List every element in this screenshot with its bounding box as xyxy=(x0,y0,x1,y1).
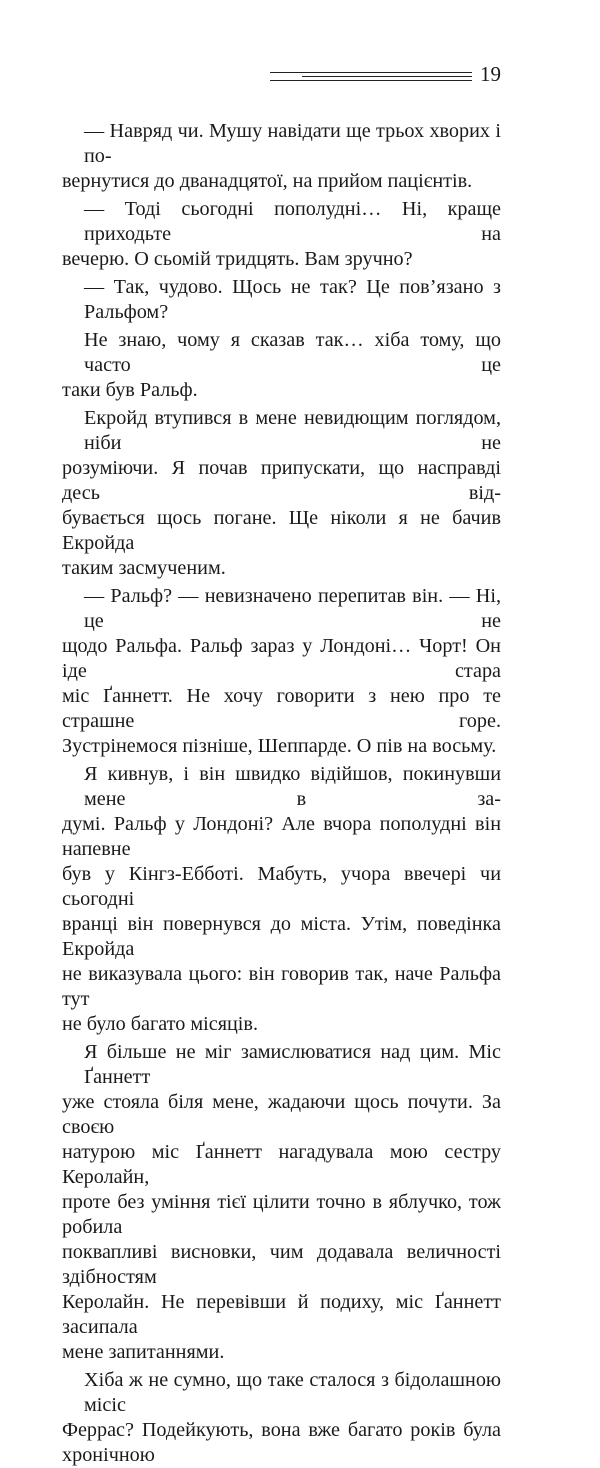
header-rule-middle xyxy=(302,76,472,77)
header-rule-bottom xyxy=(270,80,472,81)
text-line: поквапливі висновки, чим додавала величності здібностям xyxy=(62,1241,501,1288)
paragraph xyxy=(62,406,501,581)
text-line: розуміючи. Я почав припускати, що насправді десь від- xyxy=(62,457,501,504)
paragraph xyxy=(62,762,501,1037)
text-line: думі. Ральф у Лондоні? Але вчора пополудні він напевне xyxy=(62,813,501,860)
text-line: міс Ґаннетт. Не хочу говорити з нею про те страшне горе. xyxy=(62,685,501,732)
text-line: не виказувала цього: він говорив так, наче Ральфа тут xyxy=(62,963,501,1010)
header-rule-top xyxy=(270,72,472,73)
paragraph xyxy=(62,328,501,403)
text-line: Зустрінемося пізніше, Шеппарде. О пів на восьму. xyxy=(62,735,497,757)
text-line: вранці він повернувся до міста. Утім, поведінка Екройда xyxy=(62,913,501,960)
text-line: вернутися до дванадцятої, на прийом пацієнтів. xyxy=(62,170,473,192)
text-line: уже стояла біля мене, жадаючи щось почути. За своєю xyxy=(62,1091,501,1138)
text-line: — Тоді сьогодні пополудні… Ні, краще приходьте на xyxy=(84,198,501,245)
text-line: — Ральф? — невизначено перепитав він. — Ні, це не xyxy=(84,585,501,632)
text-line: мене запитаннями. xyxy=(62,1341,225,1363)
paragraph xyxy=(62,275,501,325)
text-line: таки був Ральф. xyxy=(62,379,198,401)
text-line: таким засмученим. xyxy=(62,557,226,579)
text-line: — Навряд чи. Мушу навідати ще трьох хворих і по- xyxy=(84,120,501,167)
text-line: Феррас? Подейкують, вона вже багато років була хронічною xyxy=(62,1419,501,1466)
text-line: вечерю. О сьомій тридцять. Вам зручно? xyxy=(62,248,413,270)
text-line: був у Кінгз-Ебботі. Мабуть, учора ввечері чи сьогодні xyxy=(62,863,501,910)
body-text xyxy=(62,119,501,1468)
text-line: проте без уміння тієї цілити точно в яблучко, тож робила xyxy=(62,1191,501,1238)
text-line: натурою міс Ґаннетт нагадувала мою сестру Керолайн, xyxy=(62,1141,501,1188)
text-line: бувається щось погане. Ще ніколи я не бачив Екройда xyxy=(62,507,501,554)
page-number: 19 xyxy=(480,62,501,86)
paragraph xyxy=(62,584,501,759)
text-line: — Так, чудово. Щось не так? Це пов’язано з Ральфом? xyxy=(84,276,501,323)
text-line: щодо Ральфа. Ральф зараз у Лондоні… Чорт! Он іде стара xyxy=(62,635,501,682)
text-line: Керолайн. Не перевівши й подиху, міс Ґаннетт засипала xyxy=(62,1291,501,1338)
paragraph xyxy=(62,1040,501,1365)
paragraph xyxy=(62,1368,501,1468)
text-line: Я більше не міг замислюватися над цим. Міс Ґаннетт xyxy=(84,1041,501,1088)
paragraph xyxy=(62,197,501,272)
text-line: Хіба ж не сумно, що таке сталося з бідолашною місіс xyxy=(84,1369,501,1416)
text-line: не було багато місяців. xyxy=(62,1013,258,1035)
text-line: Я кивнув, і він швидко відійшов, покинувши мене в за- xyxy=(84,763,501,810)
paragraph xyxy=(62,119,501,194)
text-line: Екройд втупився в мене невидющим поглядом, ніби не xyxy=(84,407,501,454)
text-line: Не знаю, чому я сказав так… хіба тому, що часто це xyxy=(84,329,501,376)
